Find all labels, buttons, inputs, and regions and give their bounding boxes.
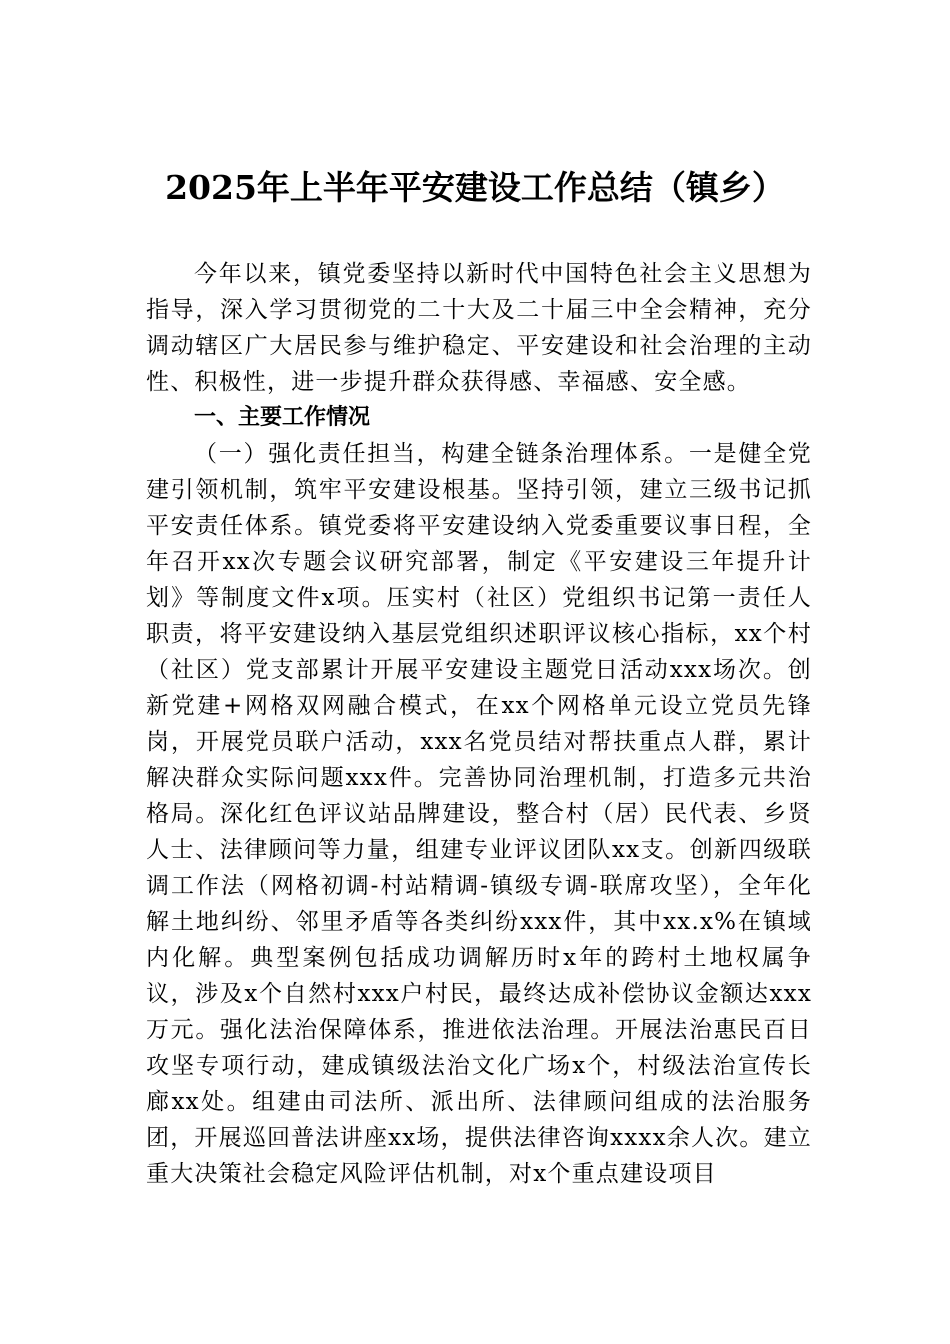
document-body <box>146 256 812 1192</box>
document-title: 2025年上半年平安建设工作总结（镇乡） <box>165 168 785 207</box>
section-paragraph: （一）强化责任担当，构建全链条治理体系。一是健全党建引领机制，筑牢平安建设根基。坚持引领，建立三级书记抓平安责任体系。镇党委将平安建设纳入党委重要议事日程，全年召开xx次专题会议研究部署，制定《平安建设三年提升计划》等制度文件x项。压实村（社区）党组织书记第一责任人职责，将平安建设纳入基层党组织述职评议核心指标，xx个村（社区）党支部累计开展平安建设主题党日活动xxx场次。创新党建+网格双网融合模式，在xx个网格单元设立党员先锋岗，开展党员联户活动，xxx名党员结对帮扶重点人群，累计解决群众实际问题xxx件。完善协同治理机制，打造多元共治格局。深化红色评议站品牌建设，整合村（居）民代表、乡贤人士、法律顾问等力量，组建专业评议团队xx支。创新四级联调工作法（网格初调-村站精调-镇级专调-联席攻坚），全年化解土地纠纷、邻里矛盾等各类纠纷xxx件，其中xx.x%在镇域内化解。典型案例包括成功调解历时x年的跨村土地权属争议，涉及x个自然村xxx户村民，最终达成补偿协议金额达xxx万元。强化法治保障体系，推进依法治理。开展法治惠民百日攻坚专项行动，建成镇级法治文化广场x个，村级法治宣传长廊xx处。组建由司法所、派出所、法律顾问组成的法治服务团，开展巡回普法讲座xx场，提供法律咨询xxxx余人次。建立重大决策社会稳定风险评估机制，对x个重点建设项目 <box>146 441 812 1187</box>
intro-paragraph: 今年以来，镇党委坚持以新时代中国特色社会主义思想为指导，深入学习贯彻党的二十大及二十届三中全会精神，充分调动辖区广大居民参与维护稳定、平安建设和社会治理的主动性、积极性，进一步提升群众获得感、幸福感、安全感。 <box>146 261 812 395</box>
section-heading: 一、主要工作情况 <box>194 405 371 430</box>
